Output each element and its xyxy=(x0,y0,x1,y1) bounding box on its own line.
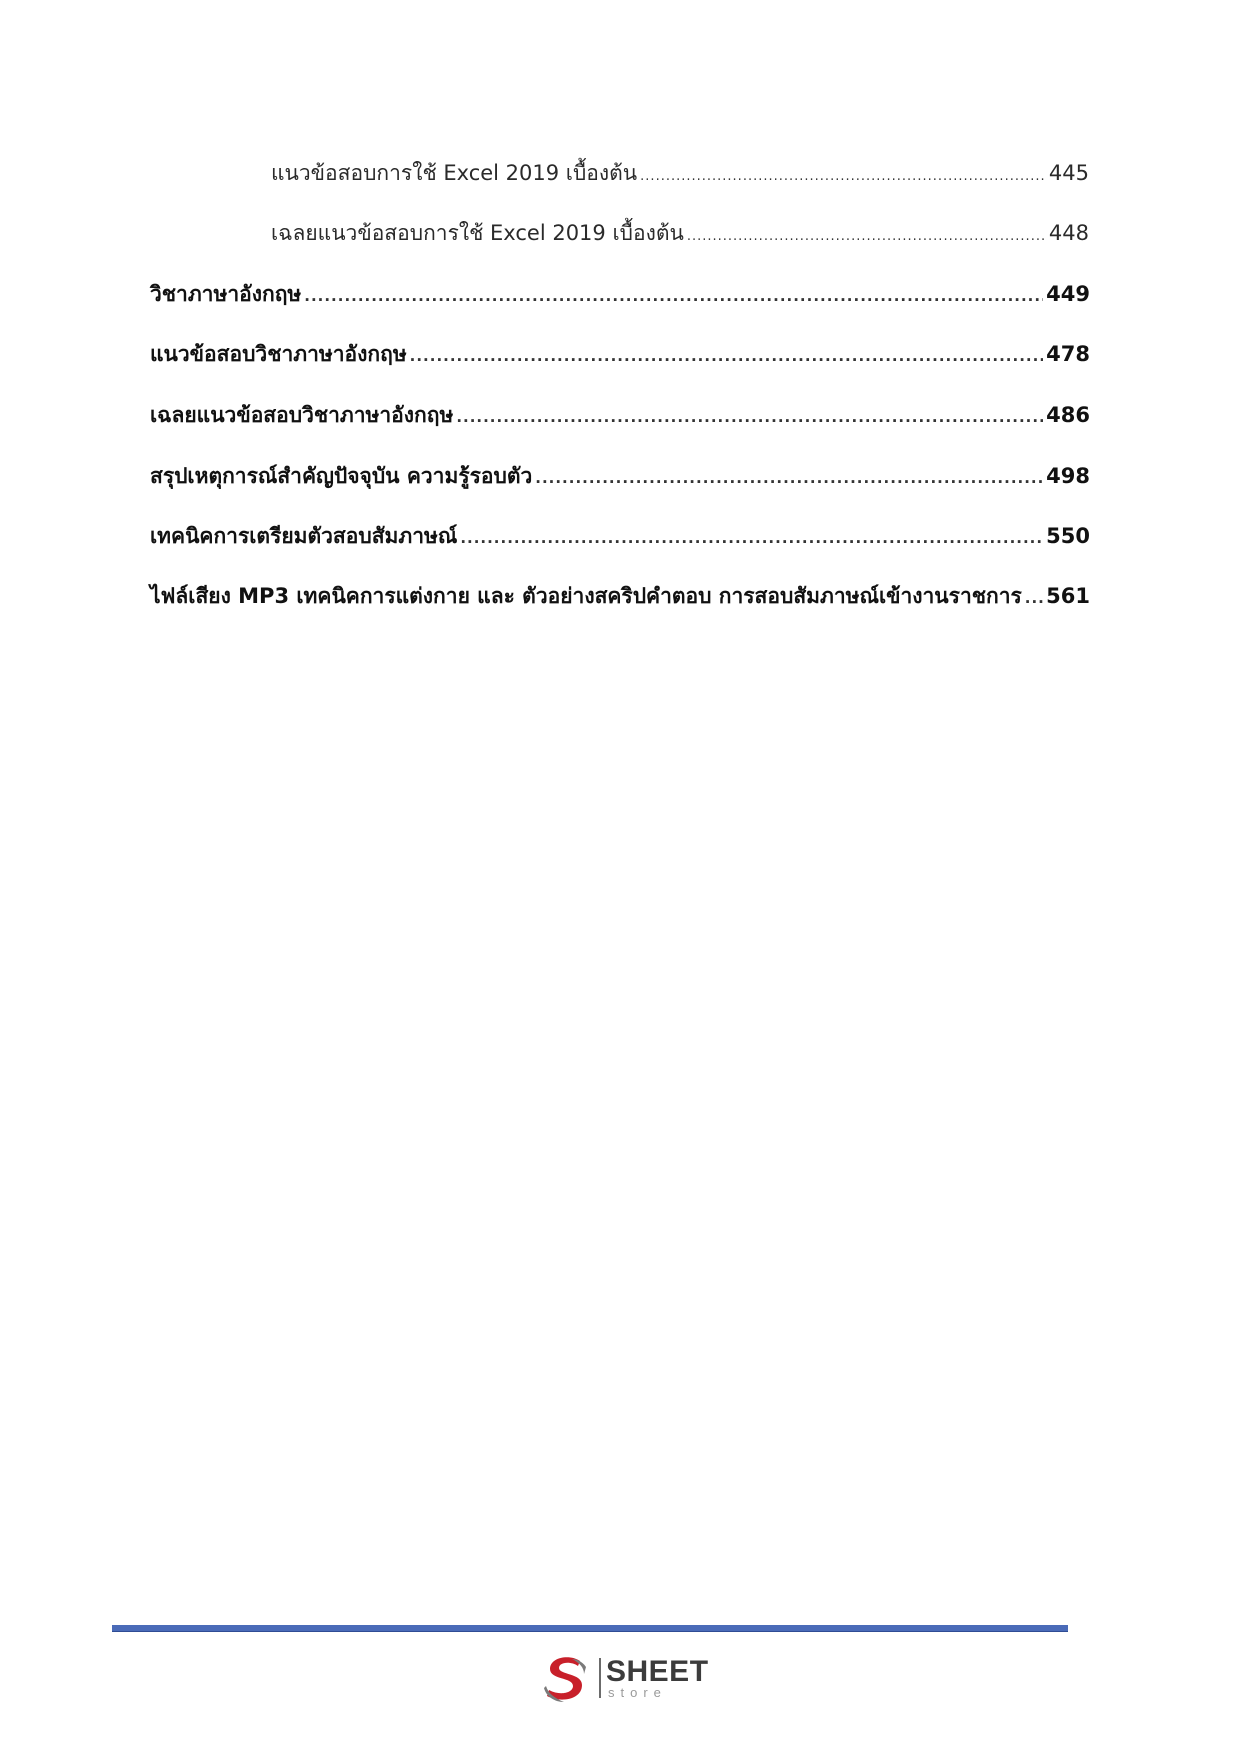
toc-entry-title: เฉลยแนวข้อสอบวิชาภาษาอังกฤษ xyxy=(150,403,454,427)
toc-entry[interactable] xyxy=(150,580,1090,613)
sheet-store-logo-icon xyxy=(540,1652,592,1704)
toc-dot-leader xyxy=(535,469,1043,487)
toc-entry-title: เฉลยแนวข้อสอบการใช้ Excel 2019 เบื้องต้น xyxy=(271,221,684,245)
toc-entry-title: เทคนิคการเตรียมตัวสอบสัมภาษณ์ xyxy=(150,524,458,548)
toc-entry-page: 498 xyxy=(1046,464,1090,488)
toc-entry-title: สรุปเหตุการณ์สำคัญปัจจุบัน ความรู้รอบตัว xyxy=(150,464,533,488)
toc-entry-page: 448 xyxy=(1048,221,1089,245)
toc-entry[interactable] xyxy=(150,520,1090,553)
toc-entry-page: 486 xyxy=(1046,403,1090,427)
toc-dot-leader xyxy=(1025,589,1043,607)
toc-dot-leader xyxy=(640,169,1046,184)
logo-tagline: store xyxy=(608,1685,667,1700)
toc-entry-page: 445 xyxy=(1048,161,1089,185)
toc-dot-leader xyxy=(460,529,1043,547)
toc-entry-page: 478 xyxy=(1046,342,1090,366)
toc-dot-leader xyxy=(410,347,1044,365)
toc-entry-page: 561 xyxy=(1046,584,1090,608)
toc-entry[interactable] xyxy=(150,460,1090,493)
toc-entry-page: 449 xyxy=(1046,282,1090,306)
toc-entry[interactable] xyxy=(150,399,1090,432)
toc-entry-title: ไฟล์เสียง MP3 เทคนิคการแต่งกาย และ ตัวอย่างสคริปคำตอบ การสอบสัมภาษณ์เข้างานราชการ xyxy=(150,584,1022,608)
logo-divider xyxy=(599,1658,601,1698)
toc-entry[interactable] xyxy=(150,338,1090,371)
toc-dot-leader xyxy=(304,287,1043,305)
toc-dot-leader xyxy=(687,229,1046,244)
toc-entry[interactable] xyxy=(150,278,1090,311)
toc-dot-leader xyxy=(456,408,1043,426)
toc-entry-page: 550 xyxy=(1046,524,1090,548)
toc-entry-title: แนวข้อสอบการใช้ Excel 2019 เบื้องต้น xyxy=(271,161,638,185)
logo-wordmark: SHEET xyxy=(606,1655,709,1688)
toc-entry-title: แนวข้อสอบวิชาภาษาอังกฤษ xyxy=(150,342,407,366)
toc-entry-title: วิชาภาษาอังกฤษ xyxy=(150,282,302,306)
sheet-store-logo xyxy=(540,1650,710,1706)
toc-entry[interactable] xyxy=(271,217,1089,250)
footer-rule xyxy=(112,1625,1068,1632)
toc-entry[interactable] xyxy=(271,157,1089,190)
